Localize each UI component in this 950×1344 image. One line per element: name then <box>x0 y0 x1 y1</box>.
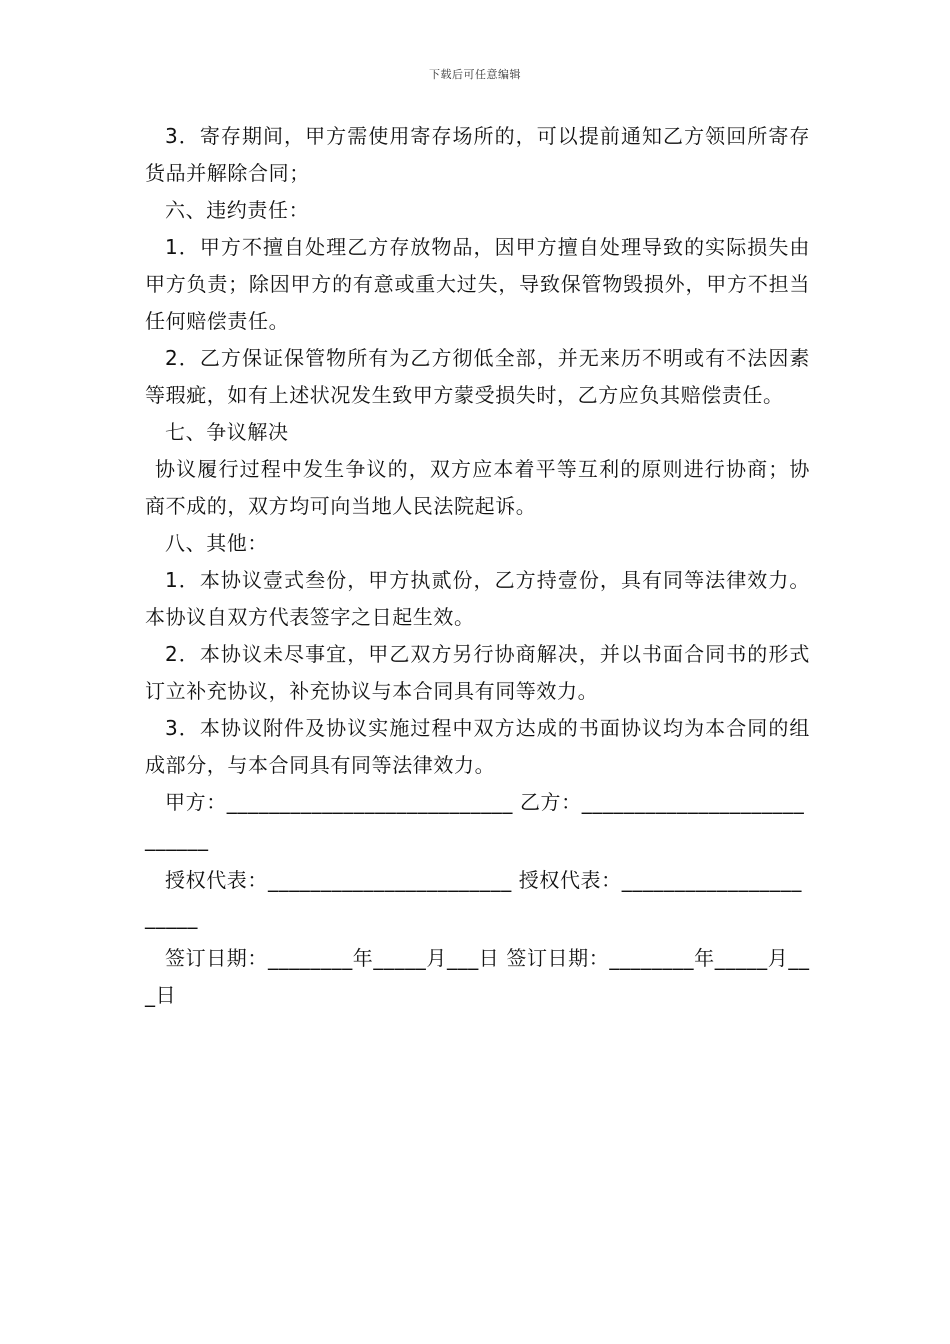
clause-7: 协议履行过程中发生争议的，双方应本着平等互利的原则进行协商；协商不成的，双方均可向当地人民法院起诉。 <box>145 457 810 518</box>
clause-8-1: 1．本协议壹式叁份，甲方执贰份，乙方持壹份，具有同等法律效力。本协议自双方代表签字之日起生效。 <box>145 568 810 629</box>
page-header-note: 下载后可任意编辑 <box>429 68 521 81</box>
representative-signature-block <box>145 862 810 936</box>
section-heading-7: 七、争议解决 <box>165 420 289 444</box>
document-body <box>145 118 810 1014</box>
date-signature-block <box>145 940 810 1014</box>
party-signature-block <box>145 784 810 858</box>
section-heading-8: 八、其他： <box>165 531 268 555</box>
clause-8-3: 3．本协议附件及协议实施过程中双方达成的书面协议均为本合同的组成部分，与本合同具有同等法律效力。 <box>145 716 810 777</box>
representative-line: 授权代表：_______________________ 授权代表：______________________ <box>145 868 802 929</box>
clause-6-1: 1．甲方不擅自处理乙方存放物品，因甲方擅自处理导致的实际损失由甲方负责；除因甲方的有意或重大过失，导致保管物毁损外，甲方不担当任何赔偿责任。 <box>145 235 810 333</box>
clause-6-2: 2．乙方保证保管物所有为乙方彻低全部，并无来历不明或有不法因素等瑕疵，如有上述状况发生致甲方蒙受损失时，乙方应负其赔偿责任。 <box>145 346 810 407</box>
clause-8-2: 2．本协议未尽事宜，甲乙双方另行协商解决，并以书面合同书的形式订立补充协议，补充协议与本合同具有同等效力。 <box>145 642 810 703</box>
party-line: 甲方：___________________________ 乙方：___________________________ <box>145 790 805 851</box>
clause-5-3: 3．寄存期间，甲方需使用寄存场所的，可以提前通知乙方领回所寄存货品并解除合同； <box>145 124 810 185</box>
section-heading-6: 六、违约责任： <box>165 198 310 222</box>
signing-date-line: 签订日期：________年_____月___日 签订日期：________年_____月___日 <box>145 946 810 1007</box>
